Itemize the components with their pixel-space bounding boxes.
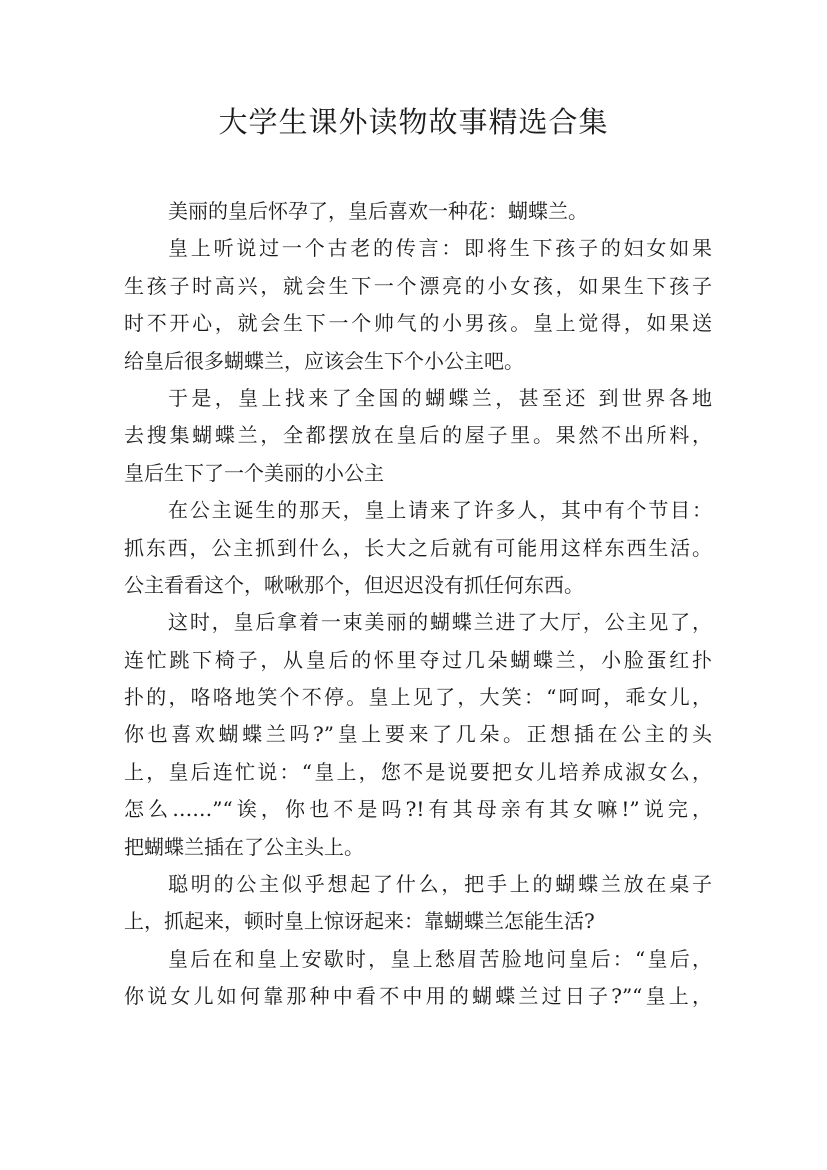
story-body — [124, 193, 712, 1016]
paragraph-3-line-1: 于是，皇上找来了全国的蝴蝶兰，甚至还 到世界各地 — [168, 385, 712, 410]
paragraph-5-line-3: 扑的，咯咯地笑个不停。皇上见了，大笑：“呵呵，乖女儿， — [124, 685, 712, 710]
paragraph-5-line-1: 这时，皇后拿着一束美丽的蝴蝶兰进了大厅，公主见了， — [168, 610, 712, 635]
paragraph-4-line-1: 在公主诞生的那天，皇上请来了许多人，其中有个节目： — [168, 498, 712, 523]
paragraph-5-line-2: 连忙跳下椅子，从皇后的怀里夺过几朵蝴蝶兰，小脸蛋红扑 — [124, 647, 712, 672]
paragraph-1-line-1: 美丽的皇后怀孕了，皇后喜欢一种花：蝴蝶兰。 — [168, 199, 588, 223]
paragraph-2-line-4: 给皇后很多蝴蝶兰，应该会生下个小公主吧。 — [124, 348, 524, 373]
paragraph-7-line-1: 皇后在和皇上安歇时，皇上愁眉苦脸地问皇后：“皇后， — [168, 946, 712, 971]
paragraph-2-line-1: 皇上听说过一个古老的传言：即将生下孩子的妇女如果 — [168, 236, 712, 261]
paragraph-4-line-2: 抓东西，公主抓到什么，长大之后就有可能用这样东西生活。 — [124, 535, 712, 560]
paragraph-5-line-6: 怎么……”“诶，你也不是吗?!有其母亲有其女嘛!”说完， — [124, 797, 712, 822]
paragraph-3-line-2: 去搜集蝴蝶兰，全都摆放在皇后的屋子里。果然不出所料， — [124, 423, 712, 448]
paragraph-6-line-2: 上，抓起来，顿时皇上惊讶起来：靠蝴蝶兰怎能生活? — [124, 909, 595, 934]
paragraph-7-line-2: 你说女儿如何靠那种中看不中用的蝴蝶兰过日子?”“皇上， — [124, 984, 712, 1009]
paragraph-3-line-3: 皇后生下了一个美丽的小公主 — [124, 460, 384, 485]
paragraph-2-line-2: 生孩子时高兴，就会生下一个漂亮的小女孩，如果生下孩子 — [124, 273, 712, 298]
paragraph-5-line-5: 上，皇后连忙说：“皇上，您不是说要把女儿培养成淑女么， — [124, 759, 712, 784]
document-title: 大学生课外读物故事精选合集 — [218, 105, 609, 139]
paragraph-6-line-1: 聪明的公主似乎想起了什么，把手上的蝴蝶兰放在桌子 — [168, 872, 712, 897]
paragraph-4-line-3: 公主看看这个，啾啾那个，但迟迟没有抓任何东西。 — [124, 572, 584, 597]
paragraph-2-line-3: 时不开心，就会生下一个帅气的小男孩。皇上觉得，如果送 — [124, 311, 712, 336]
paragraph-5-line-4: 你也喜欢蝴蝶兰吗?”皇上要来了几朵。正想插在公主的头 — [124, 722, 712, 747]
paragraph-5-line-7: 把蝴蝶兰插在了公主头上。 — [124, 834, 364, 859]
